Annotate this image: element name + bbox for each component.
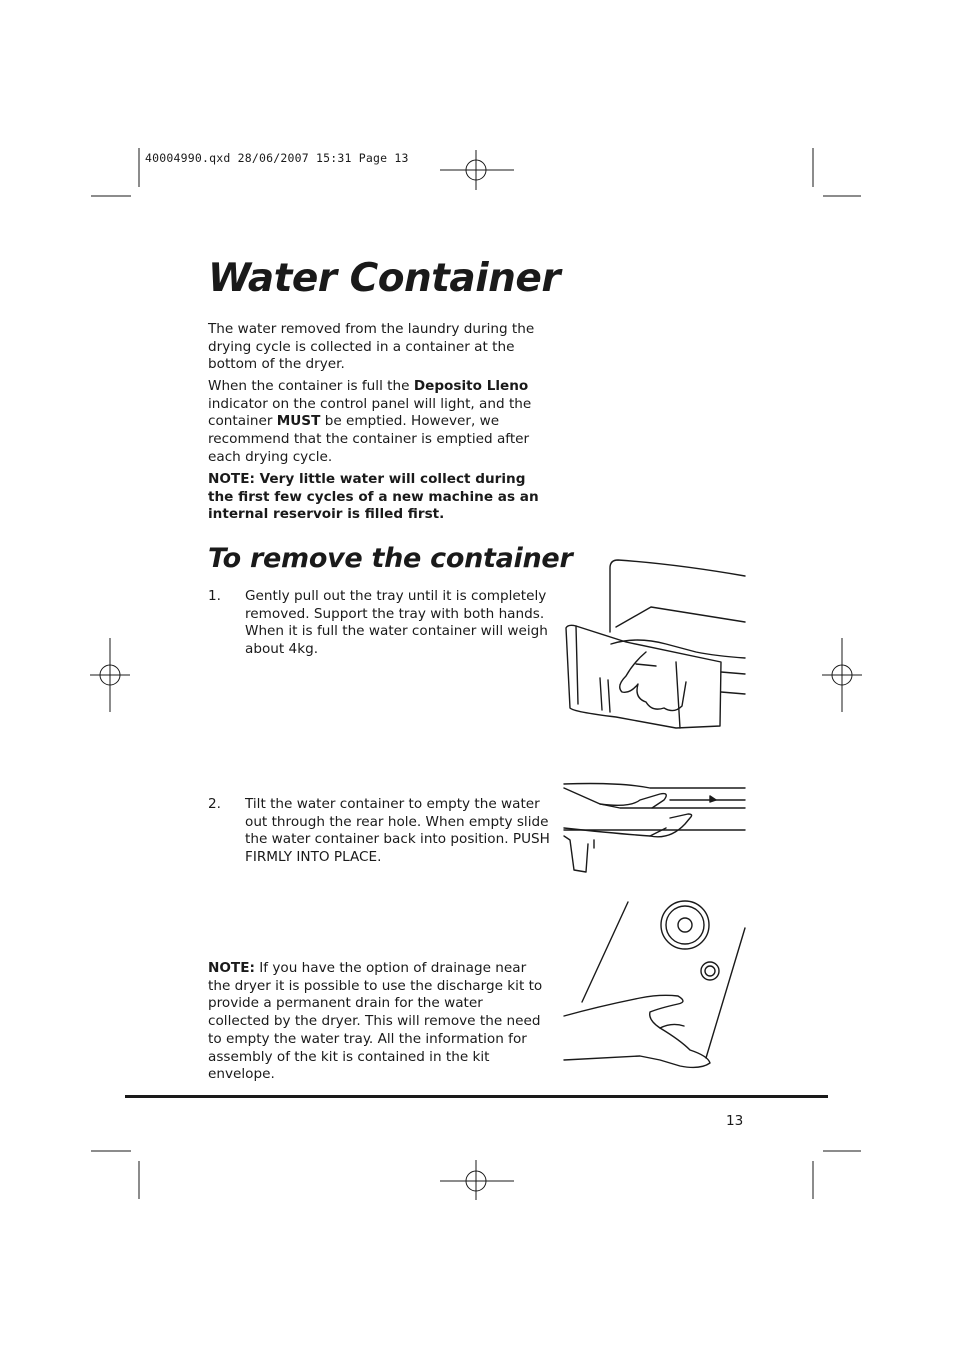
intro-paragraph-2 (208, 378, 543, 467)
note-label: NOTE: (208, 960, 255, 976)
intro-paragraph-1: The water removed from the laundry during the drying cycle is collected in a container at the bottom of the dryer. (208, 321, 535, 373)
indicator-name: Deposito Lleno (413, 378, 529, 394)
registration-mark (440, 1160, 514, 1200)
step-number: 1. (208, 588, 221, 604)
note-text: If you have the option of drainage near the dryer it is possible to use the discharge kit to provide a permanent drain for the water collected by the dryer. This will remove the need to empty the water tray. All the information for assembly of the kit is contained in the kit envelope. (208, 960, 543, 1083)
pull-out-tray-illustration (556, 552, 748, 732)
footer-rule (125, 1095, 828, 1098)
registration-mark (440, 150, 514, 190)
step-text: Gently pull out the tray until it is completely removed. Support the tray with both hands. When it is full the water container will weigh about 4kg. (245, 588, 548, 658)
text-run: be emptied. However, we recommend that the container is emptied after each drying cycle. (208, 413, 530, 465)
page-title: Water Container (208, 256, 561, 301)
page-number: 13 (726, 1113, 744, 1129)
text-run: indicator on the control panel will light, and the container (208, 395, 532, 430)
step-number: 2. (208, 796, 221, 812)
registration-mark (90, 638, 130, 712)
emphasis-must: MUST (276, 413, 321, 430)
step-text: Tilt the water container to empty the water out through the rear hole. When empty slide the water container back into position. PUSH FIRMLY INTO PLACE. (245, 796, 550, 866)
intro-note: NOTE: Very little water will collect during the first few cycles of a new machine as an internal reservoir is filled first. (208, 471, 539, 523)
carry-container-illustration (560, 898, 748, 1078)
registration-mark (822, 638, 862, 712)
drainage-note (208, 960, 543, 1084)
section-title: To remove the container (208, 543, 573, 574)
file-slug: 40004990.qxd 28/06/2007 15:31 Page 13 (145, 151, 409, 165)
text-run: When the container is full the (208, 378, 414, 394)
tilt-container-illustration (560, 778, 748, 876)
